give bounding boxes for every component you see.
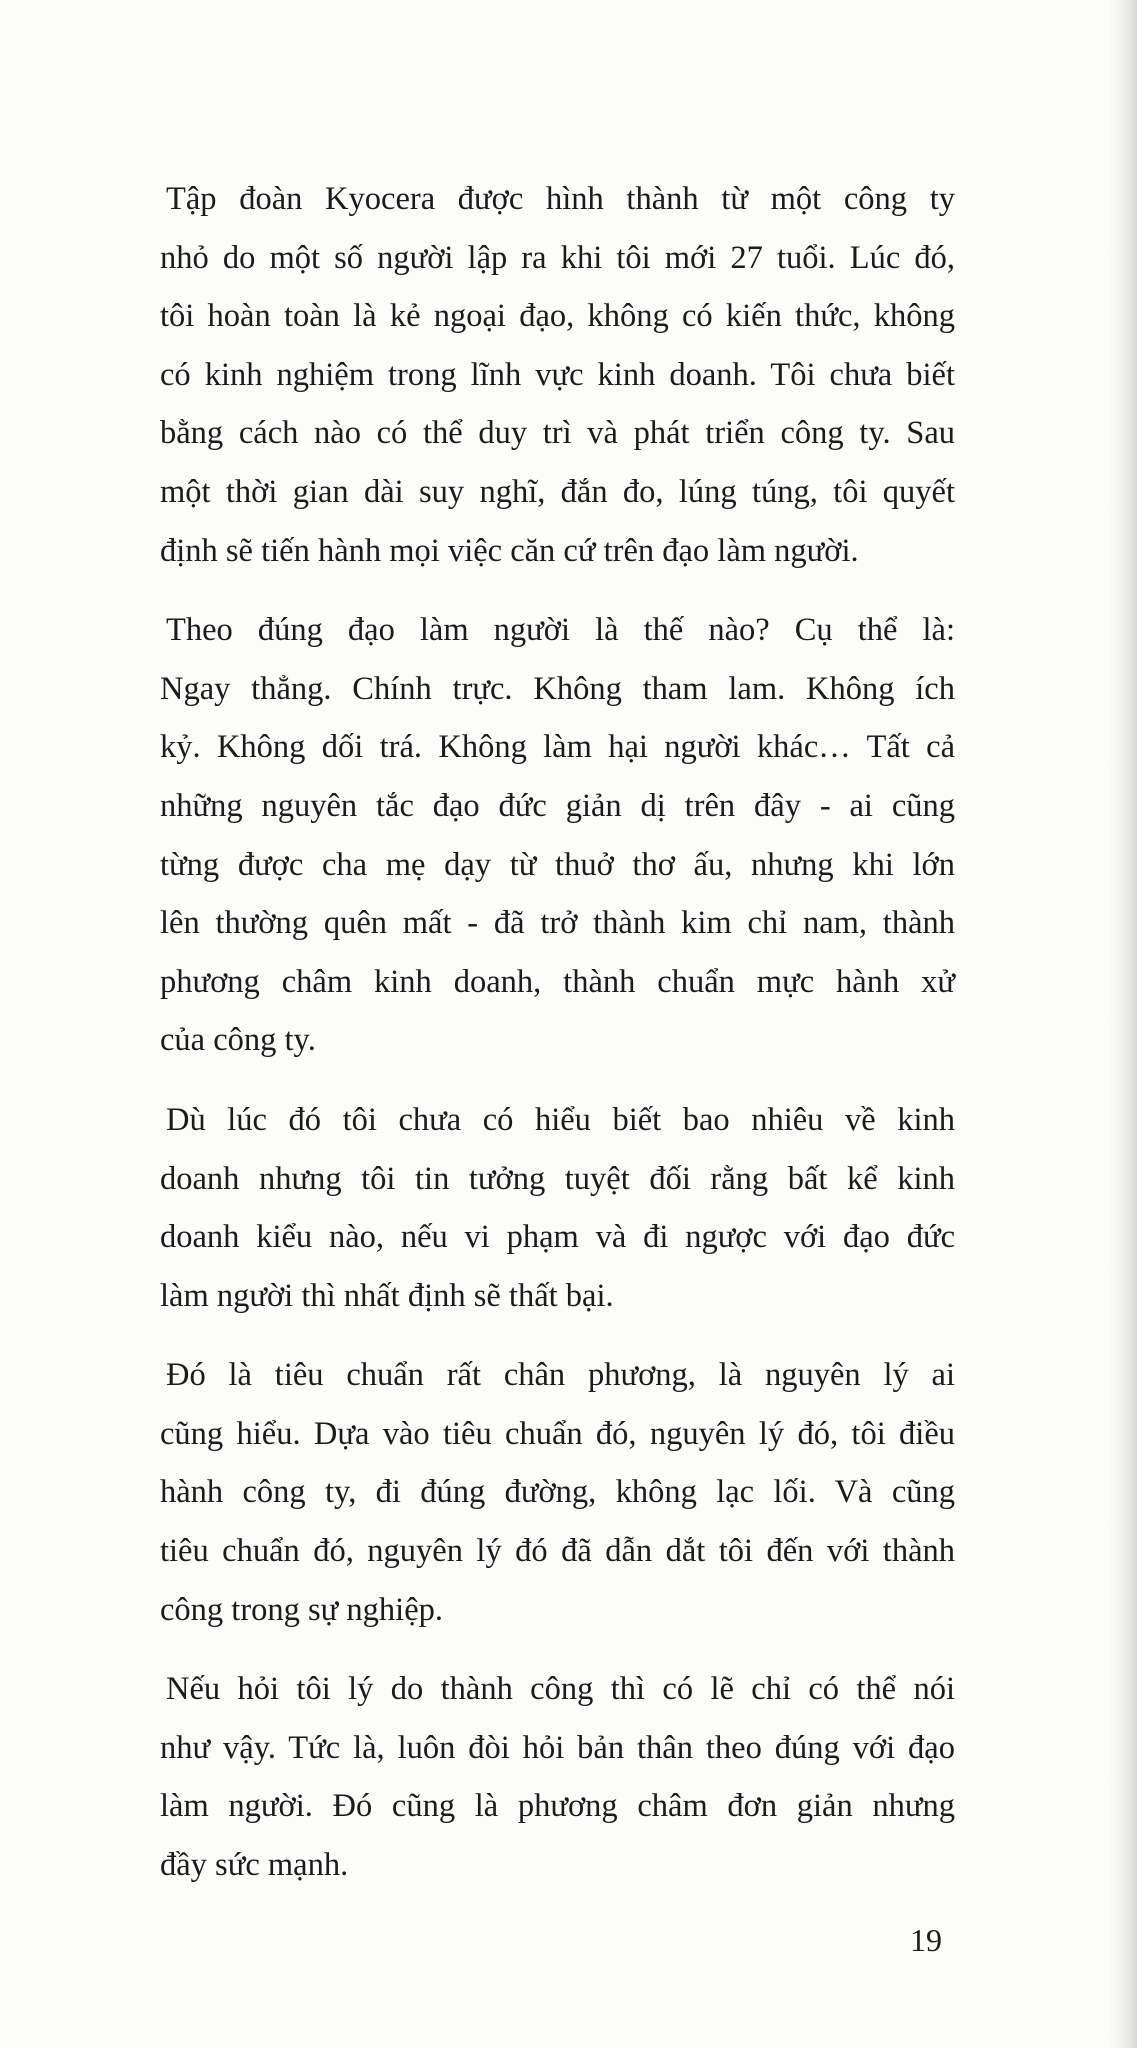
- paragraph-3: [160, 1091, 955, 1325]
- text-line: như vậy. Tức là, luôn đòi hỏi bản thân theo đúng với đạo: [160, 1729, 955, 1766]
- text-line: tiêu chuẩn đó, nguyên lý đó đã dẫn dắt tôi đến với thành: [160, 1533, 955, 1570]
- text-line: một thời gian dài suy nghĩ, đắn đo, lúng túng, tôi quyết: [160, 473, 955, 510]
- text-line: làm người. Đó cũng là phương châm đơn giản nhưng: [160, 1788, 955, 1825]
- text-line: Đó là tiêu chuẩn rất chân phương, là nguyên lý ai: [166, 1357, 955, 1394]
- paragraph-5: [160, 1660, 955, 1894]
- text-line: Theo đúng đạo làm người là thế nào? Cụ thể là:: [166, 612, 955, 649]
- paragraph-4: [160, 1346, 955, 1639]
- text-line: Ngay thẳng. Chính trực. Không tham lam. Không ích: [160, 670, 955, 707]
- text-line: Nếu hỏi tôi lý do thành công thì có lẽ chỉ có thể nói: [166, 1671, 955, 1708]
- text-line: hành công ty, đi đúng đường, không lạc lối. Và cũng: [160, 1474, 955, 1511]
- text-line: Tập đoàn Kyocera được hình thành từ một công ty: [166, 181, 955, 217]
- text-line: làm người thì nhất định sẽ thất bại.: [160, 1277, 614, 1314]
- text-line: tôi hoàn toàn là kẻ ngoại đạo, không có kiến thức, không: [160, 298, 955, 335]
- text-line: đầy sức mạnh.: [160, 1847, 349, 1884]
- text-line: từng được cha mẹ dạy từ thuở thơ ấu, nhưng khi lớn: [160, 846, 955, 883]
- paragraph-2: [160, 601, 955, 1070]
- text-line: bằng cách nào có thể duy trì và phát triển công ty. Sau: [160, 415, 955, 452]
- text-line: công trong sự nghiệp.: [160, 1591, 443, 1628]
- text-line: doanh nhưng tôi tin tưởng tuyệt đối rằng bất kể kinh: [160, 1160, 955, 1197]
- body-text: [160, 170, 955, 1916]
- text-line: của công ty.: [160, 1022, 316, 1059]
- text-line: kỷ. Không dối trá. Không làm hại người khác… Tất cả: [160, 729, 955, 766]
- text-line: lên thường quên mất - đã trở thành kim chỉ nam, thành: [160, 905, 955, 942]
- text-line: có kinh nghiệm trong lĩnh vực kinh doanh. Tôi chưa biết: [160, 356, 955, 393]
- text-line: nhỏ do một số người lập ra khi tôi mới 27 tuổi. Lúc đó,: [160, 239, 955, 276]
- text-line: Dù lúc đó tôi chưa có hiểu biết bao nhiêu về kinh: [166, 1101, 955, 1138]
- page-number: 19: [910, 1922, 942, 1958]
- text-line: định sẽ tiến hành mọi việc căn cứ trên đạo làm người.: [160, 532, 859, 569]
- text-line: cũng hiểu. Dựa vào tiêu chuẩn đó, nguyên lý đó, tôi điều: [160, 1415, 955, 1452]
- text-line: phương châm kinh doanh, thành chuẩn mực hành xử: [160, 963, 955, 1000]
- text-line: doanh kiểu nào, nếu vi phạm và đi ngược với đạo đức: [160, 1219, 955, 1256]
- text-line: những nguyên tắc đạo đức giản dị trên đây - ai cũng: [160, 787, 955, 824]
- paragraph-1: [160, 170, 955, 580]
- page-edge-shadow: [1109, 0, 1137, 2048]
